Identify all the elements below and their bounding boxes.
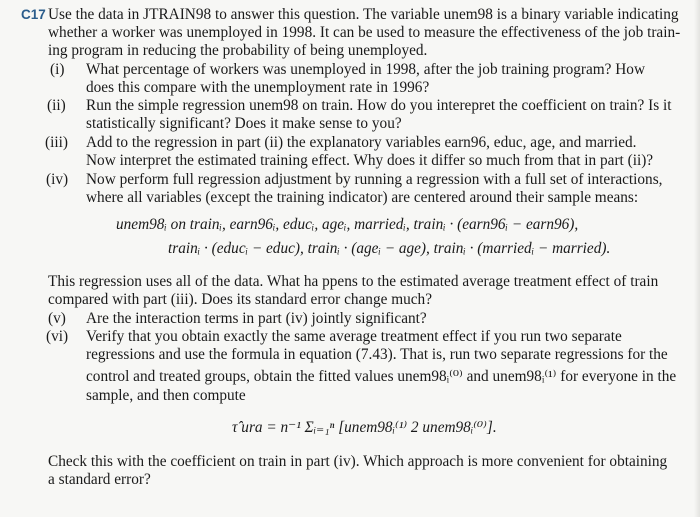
part-ii-line-1: Run the simple regression unem98 on train. How do you interepret the coefficient on train? Is it xyxy=(86,97,672,114)
intro-line-1: Use the data in JTRAIN98 to answer this question. The variable unem98 is a binary variable indicating xyxy=(48,6,679,23)
part-vi-label: (vi) xyxy=(46,328,69,345)
part-ii-line-2: statistically significant? Does it make sense to you? xyxy=(86,115,402,132)
problem-id: C17 xyxy=(21,7,46,22)
part-iv-line-1: Now perform full regression adjustment by running a regression with a full set of interactions, xyxy=(86,171,663,188)
part-iv-line-2: where all variables (except the training indicator) are centered around their sample means: xyxy=(86,189,639,206)
part-i-label: (i) xyxy=(50,61,65,78)
part-vi-line-2: regressions and use the formula in equation (7.43). That is, run two separate regressions for the xyxy=(86,346,668,363)
part-iii-line-1: Add to the regression in part (ii) the explanatory variables earn96, educ, age, and married. xyxy=(86,134,637,151)
mid-line-1: This regression uses all of the data. What ha ppens to the estimated average treatment effect of train xyxy=(48,273,659,290)
final-line-1: Check this with the coefficient on train in part (iv). Which approach is more convenient for obtaining xyxy=(48,453,668,470)
part-vi-line-4: sample, and then compute xyxy=(86,387,246,404)
intro-line-2: whether a worker was unemployed in 1998. It can be used to measure the effectiveness of the job train- xyxy=(48,24,681,41)
intro-line-3: ing program in reducing the probability of being unemployed. xyxy=(48,42,428,59)
part-iv-label: (iv) xyxy=(46,171,69,188)
part-v-label: (v) xyxy=(48,310,66,327)
part-vi-line-1: Verify that you obtain exactly the same average treatment effect if you run two separate xyxy=(86,328,622,345)
equation-regression-line-2: trainᵢ · (educᵢ − educ), trainᵢ · (ageᵢ − age), trainᵢ · (marriedᵢ − married). xyxy=(168,240,611,257)
part-iii-line-2: Now interpret the estimated training effect. Why does it differ so much from that in part (ii)? xyxy=(86,152,654,169)
part-i-line-2: does this compare with the unemployment rate in 1996? xyxy=(86,79,430,96)
part-i-line-1: What percentage of workers was unemployed in 1998, after the job training program? How xyxy=(86,61,646,78)
equation-ate: τ̂ ura = n⁻¹ Σᵢ₌₁ⁿ [unem98ᵢ⁽¹⁾ 2 unem98ᵢ⁽⁰⁾]. xyxy=(232,419,497,436)
part-vi-line-3: control and treated groups, obtain the fitted values unem98ᵢ⁽⁰⁾ and unem98ᵢ⁽¹⁾ for everyone in the xyxy=(86,368,677,385)
mid-line-2: compared with part (iii). Does its standard error change much? xyxy=(48,291,432,308)
final-line-2: a standard error? xyxy=(48,471,151,488)
equation-regression-line-1: unem98ᵢ on trainᵢ, earn96ᵢ, educᵢ, ageᵢ, marriedᵢ, trainᵢ · (earn96ᵢ − earn96), xyxy=(116,216,579,233)
page-edge-shadow xyxy=(694,0,700,517)
part-iii-label: (iii) xyxy=(45,134,68,151)
part-v-line-1: Are the interaction terms in part (iv) jointly significant? xyxy=(86,310,427,327)
part-ii-label: (ii) xyxy=(47,97,66,114)
